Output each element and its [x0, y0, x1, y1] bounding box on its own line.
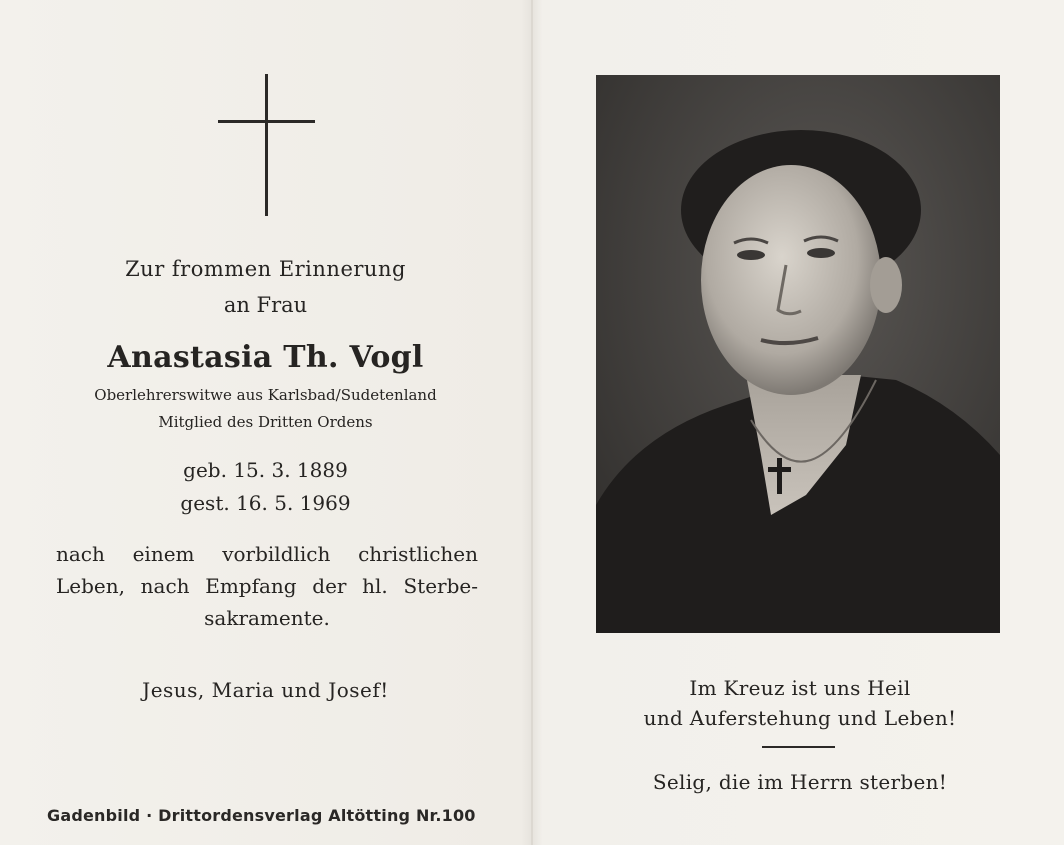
paragraph-line: Leben, nach Empfang der hl. Sterbe-: [56, 574, 478, 598]
paragraph-line: nach einem vorbildlich christlichen: [56, 542, 478, 566]
card-fold: [531, 0, 533, 845]
portrait-photo: [596, 75, 1000, 633]
occupation-line: Oberlehrerswitwe aus Karlsbad/Sudetenland: [94, 386, 437, 404]
portrait-image: [596, 75, 1000, 633]
beatitude: Selig, die im Herrn sterben!: [652, 770, 948, 794]
membership-line: Mitglied des Dritten Ordens: [158, 413, 373, 431]
motto-line-2: und Auferstehung und Leben!: [643, 706, 957, 730]
cross-icon: [265, 74, 268, 216]
cross-icon-bar: [218, 120, 315, 123]
birth-date: geb. 15. 3. 1889: [183, 458, 348, 482]
death-date: gest. 16. 5. 1969: [180, 491, 351, 515]
deceased-name: Anastasia Th. Vogl: [107, 340, 424, 375]
intro-line-1: Zur frommen Erinnerung: [125, 257, 406, 281]
life-paragraph: [56, 538, 478, 634]
paragraph-line: sakramente.: [204, 606, 330, 630]
invocation: Jesus, Maria und Josef!: [142, 678, 389, 702]
motto-line-1: Im Kreuz ist uns Heil: [689, 676, 911, 700]
publisher-imprint: Gadenbild · Drittordensverlag Altötting Nr.100: [47, 806, 476, 825]
divider: [762, 746, 835, 748]
intro-line-2: an Frau: [223, 293, 308, 317]
